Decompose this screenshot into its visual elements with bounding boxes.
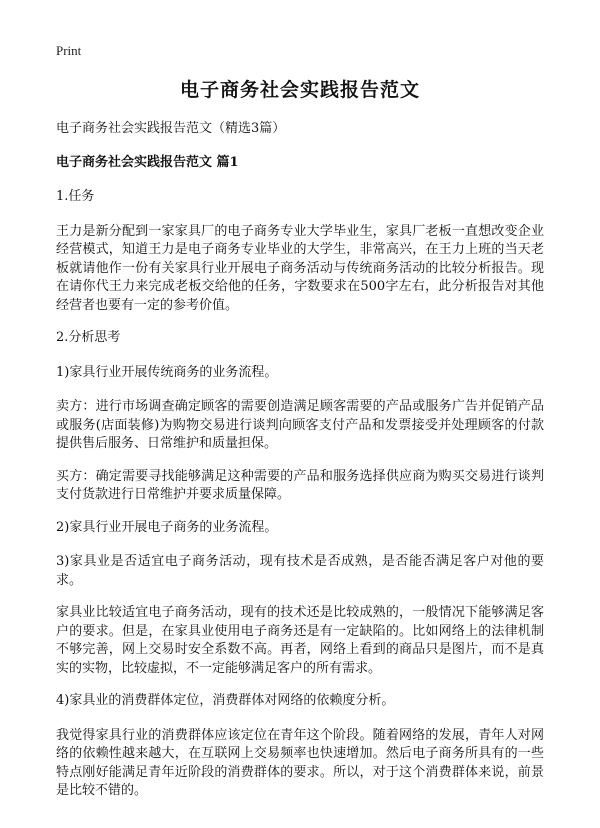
paragraph-item-2: 2)家具行业开展电子商务的业务流程。 [56, 519, 278, 535]
paragraph-task-body: 王力是新分配到一家家具厂的电子商务专业大学毕业生，家具厂老板一直想改变企业经营模式，知道王力是电子商务专业毕业的大学生，非常高兴，在王力上班的当天老板就请他作一份有关家具行业开展电子商务活动与传统商务活动的比较分析报告。现在请你代王力来完成老板交给他的任务，字数要求在500字左右，此分析报告对其他经营者也要有一定的参考价值。 [56, 223, 544, 313]
paragraph-task-heading: 1.任务 [56, 189, 95, 204]
paragraph-consumer-group: 我觉得家具行业的消费群体应该定位在青年这个阶段。随着网络的发展，青年人对网络的依赖性越来越大，在互联网上交易频率也快速增加。然后电子商务所具有的一些特点刚好能满足青年近阶段的消费群体的要求。所以，对于这个消费群体来说，前景是比较不错的。 [56, 727, 544, 798]
print-link[interactable]: Print [56, 43, 82, 58]
paragraph-item-4: 4)家具业的消费群体定位，消费群体对网络的依赖度分析。 [56, 693, 395, 708]
paragraph-buyer: 买方：确定需要寻找能够满足这种需要的产品和服务选择供应商为购买交易进行谈判支付货款进行日常维护并要求质量保障。 [56, 468, 544, 502]
paragraph-analysis-heading: 2.分析思考 [56, 330, 121, 345]
section-heading: 电子商务社会实践报告范文 篇1 [56, 155, 239, 170]
paragraph-item-3: 3)家具业是否适宜电子商务活动，现有技术是否成熟，是否能否满足客户对他的要求。 [56, 554, 544, 588]
paragraph-item-1: 1)家具行业开展传统商务的业务流程。 [56, 364, 278, 380]
paragraph-seller: 卖方：进行市场调查确定顾客的需要创造满足顾客需要的产品或服务广告并促销产品或服务(店面装修)为购物交易进行谈判向顾客支付产品和发票接受并处理顾客的付款提供售后服务、日常维护和质量担保。 [56, 399, 544, 451]
document-subtitle: 电子商务社会实践报告范文（精选3篇） [56, 121, 286, 136]
page-title: 电子商务社会实践报告范文 [179, 79, 420, 101]
paragraph-suitability: 家具业比较适宜电子商务活动，现有的技术还是比较成熟的，一般情况下能够满足客户的要求。但是，在家具业使用电子商务还是有一定缺陷的。比如网络上的法律机制不够完善，网上交易时安全系数不高。再者，网络上看到的商品只是图片，而不是真实的实物，比较虚拟，不一定能够满足客户的所有需求。 [56, 605, 544, 676]
